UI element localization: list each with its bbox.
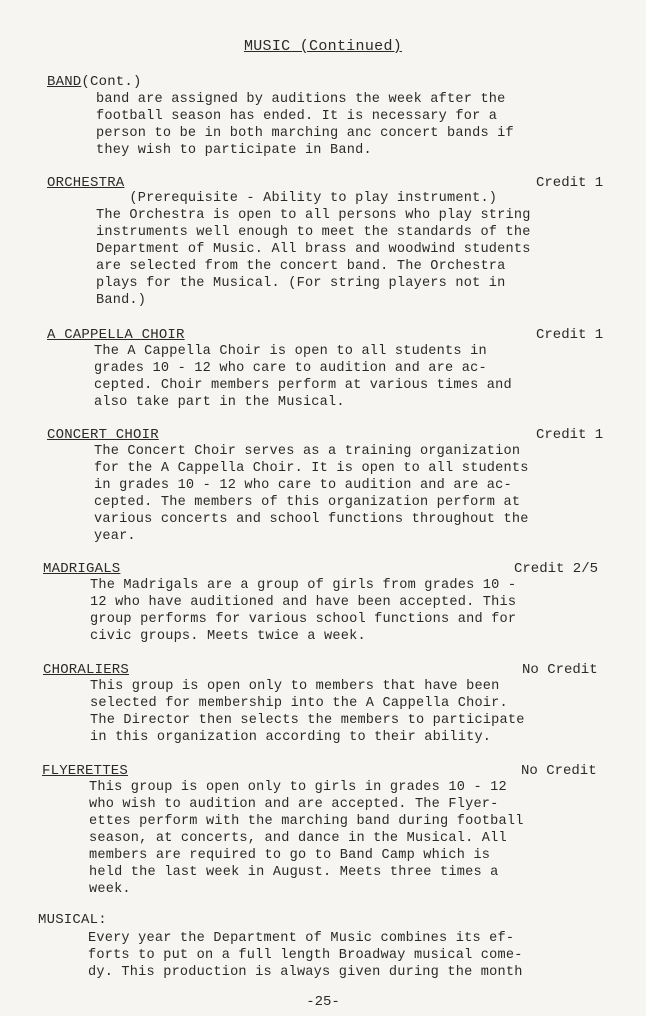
credit-label: Credit 1 xyxy=(536,427,604,443)
body-line: held the last week in August. Meets three times a xyxy=(89,865,499,880)
section-band xyxy=(0,74,646,160)
credit-label: No Credit xyxy=(521,763,597,779)
body-line: This group is open only to girls in grades 10 - 12 xyxy=(89,780,507,795)
body-line: The Concert Choir serves as a training organization xyxy=(94,444,521,459)
body-line: various concerts and school functions throughout the xyxy=(94,512,529,527)
section-body xyxy=(94,343,646,411)
body-line: dy. This production is always given during the month xyxy=(88,965,523,980)
section-body xyxy=(90,577,646,645)
heading-suffix: (Cont.) xyxy=(81,74,142,90)
body-line: The A Cappella Choir is open to all students in xyxy=(94,344,487,359)
body-line: grades 10 - 12 who care to audition and are ac- xyxy=(94,361,487,376)
body-line: Every year the Department of Music combines its ef- xyxy=(88,931,515,946)
body-line: for the A Cappella Choir. It is open to all students xyxy=(94,461,529,476)
body-line: members are required to go to Band Camp which is xyxy=(89,848,491,863)
section-heading: FLYERETTES xyxy=(42,763,129,779)
body-line: The Madrigals are a group of girls from grades 10 - xyxy=(90,578,517,593)
section-madrigals xyxy=(0,561,646,647)
body-line: The Director then selects the members to participate xyxy=(90,713,525,728)
body-line: plays for the Musical. (For string players not in xyxy=(96,276,506,291)
section-orchestra xyxy=(0,175,646,312)
body-line: Department of Music. All brass and woodwind students xyxy=(96,242,531,257)
page-title: MUSIC (Continued) xyxy=(243,38,403,55)
body-line: ettes perform with the marching band during football xyxy=(89,814,524,829)
body-line: they wish to participate in Band. xyxy=(96,143,372,158)
heading-text: BAND xyxy=(47,74,82,90)
section-body xyxy=(94,443,646,545)
body-line: band are assigned by auditions the week after the xyxy=(96,92,506,107)
section-heading: A CAPPELLA CHOIR xyxy=(47,327,185,343)
body-line: group performs for various school functions and for xyxy=(90,612,517,627)
body-line: in grades 10 - 12 who care to audition and are ac- xyxy=(94,478,512,493)
body-line: cepted. The members of this organization perform at xyxy=(94,495,521,510)
section-heading: ORCHESTRA xyxy=(47,175,125,191)
section-heading: MADRIGALS xyxy=(43,561,121,577)
body-line: This group is open only to members that have been xyxy=(90,679,500,694)
section-body xyxy=(90,678,646,746)
body-line: year. xyxy=(94,529,136,544)
section-choraliers xyxy=(0,662,646,748)
body-line: who wish to audition and are accepted. The Flyer- xyxy=(89,797,499,812)
section-concert-choir xyxy=(0,427,646,547)
credit-label: Credit 1 xyxy=(536,327,604,343)
credit-label: Credit 1 xyxy=(536,175,604,191)
body-line: forts to put on a full length Broadway musical come- xyxy=(88,948,523,963)
body-line: in this organization according to their ability. xyxy=(90,730,492,745)
body-line: football season has ended. It is necessary for a xyxy=(96,109,498,124)
body-line: cepted. Choir members perform at various times and xyxy=(94,378,512,393)
credit-label: Credit 2/5 xyxy=(514,561,599,577)
body-line: Band.) xyxy=(96,293,147,308)
section-heading xyxy=(47,74,142,90)
section-flyerettes xyxy=(0,763,646,900)
body-line: civic groups. Meets twice a week. xyxy=(90,629,366,644)
section-heading: CONCERT CHOIR xyxy=(47,427,159,443)
section-a-cappella-choir xyxy=(0,327,646,413)
body-line: are selected from the concert band. The Orchestra xyxy=(96,259,506,274)
body-line: (Prerequisite - Ability to play instrument.) xyxy=(96,191,498,206)
section-heading: MUSICAL: xyxy=(38,912,107,928)
section-body xyxy=(89,779,646,898)
credit-label: No Credit xyxy=(522,662,598,678)
body-line: person to be in both marching anc concert bands if xyxy=(96,126,514,141)
page-number: -25- xyxy=(306,994,340,1010)
body-line: The Orchestra is open to all persons who play string xyxy=(96,208,531,223)
body-line: season, at concerts, and dance in the Musical. All xyxy=(89,831,507,846)
body-line: 12 who have auditioned and have been accepted. This xyxy=(90,595,517,610)
section-body xyxy=(96,91,646,159)
section-musical xyxy=(0,912,646,981)
section-heading: CHORALIERS xyxy=(43,662,130,678)
section-body xyxy=(96,190,646,309)
body-line: also take part in the Musical. xyxy=(94,395,345,410)
body-line: instruments well enough to meet the standards of the xyxy=(96,225,531,240)
section-body xyxy=(88,930,646,981)
body-line: selected for membership into the A Cappella Choir. xyxy=(90,696,508,711)
body-line: week. xyxy=(89,882,131,897)
